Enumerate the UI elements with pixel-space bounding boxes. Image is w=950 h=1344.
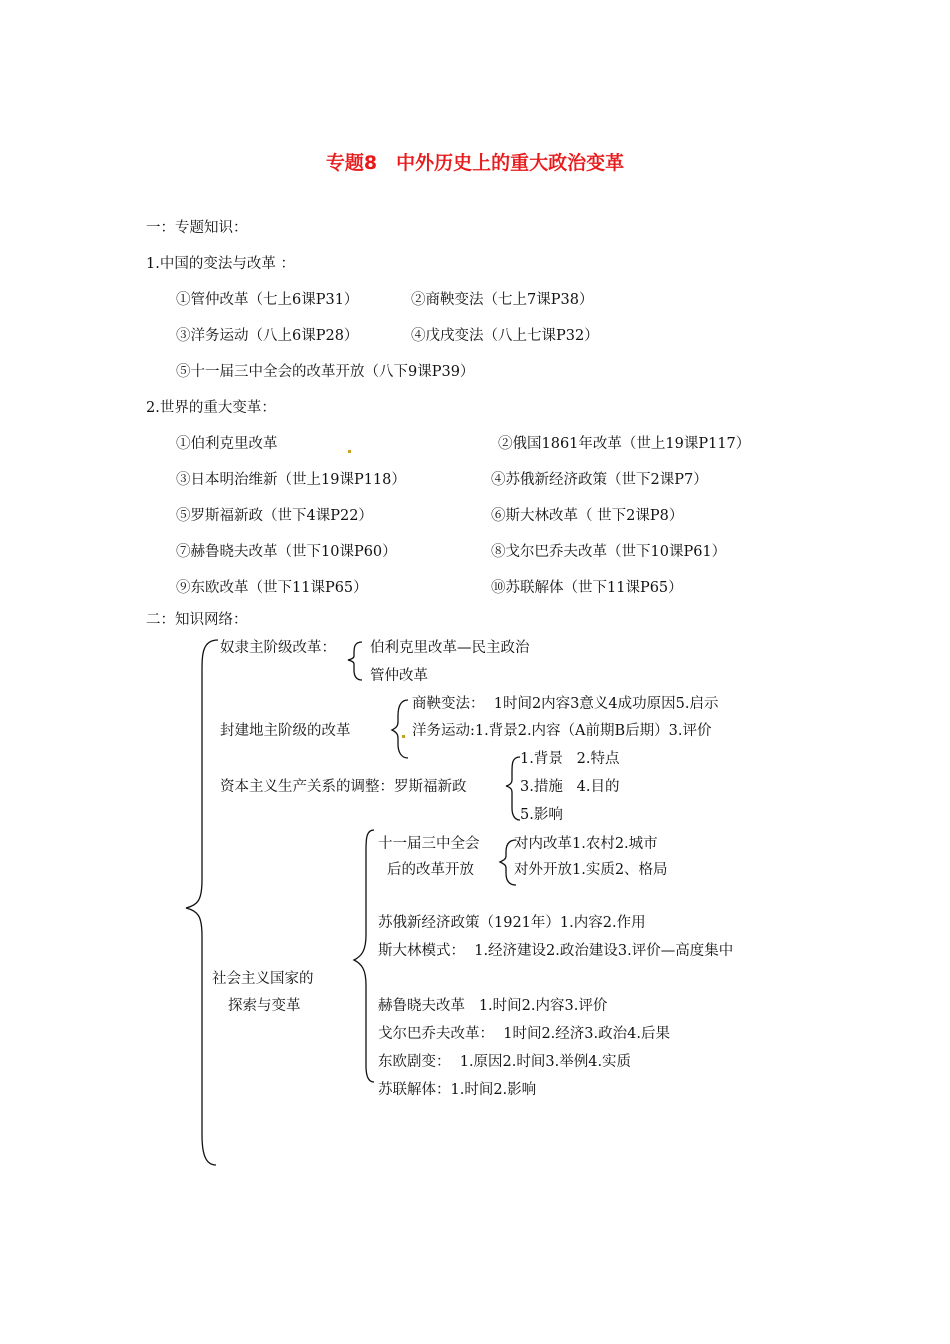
socialist-item-ussr-dissolution: 苏联解体：1.时间2.影响 bbox=[378, 1082, 537, 1098]
world-item-1: ①伯利克里改革 bbox=[176, 436, 278, 452]
world-item-5: ⑤罗斯福新政（世下4课P22） bbox=[176, 508, 373, 524]
socialist-item-eastern-europe: 东欧剧变： 1.原因2.时间3.举例4.实质 bbox=[378, 1054, 632, 1070]
world-item-8: ⑧戈尔巴乔夫改革（世下10课P61） bbox=[491, 544, 727, 560]
main-brace bbox=[186, 640, 218, 1165]
socialist-brace bbox=[354, 830, 374, 1082]
ink-dot bbox=[402, 735, 405, 738]
slave-item-1: 伯利克里改革—民主政治 bbox=[370, 640, 530, 656]
capitalist-label: 资本主义生产关系的调整：罗斯福新政 bbox=[220, 779, 467, 795]
socialist-item-gorbachev: 戈尔巴乔夫改革： 1时间2.经济3.政治4.后果 bbox=[378, 1026, 670, 1042]
page-title: 专题8 中外历史上的重大政治变革 bbox=[325, 152, 625, 174]
china-item-2: ②商鞅变法（七上7课P38） bbox=[411, 292, 594, 308]
feudal-brace bbox=[392, 700, 408, 758]
section2-heading: 二：知识网络： bbox=[146, 612, 248, 628]
world-item-9: ⑨东欧改革（世下11课P65） bbox=[176, 580, 368, 596]
world-item-2: ②俄国1861年改革（世上19课P117） bbox=[498, 436, 751, 452]
ink-dot bbox=[348, 450, 351, 453]
socialist-item-nep: 苏俄新经济政策（1921年）1.内容2.作用 bbox=[378, 915, 646, 931]
world-item-10: ⑩苏联解体（世下11课P65） bbox=[491, 580, 683, 596]
slave-item-2: 管仲改革 bbox=[370, 668, 428, 684]
socialist-label-2: 探索与变革 bbox=[228, 998, 301, 1014]
world-item-3: ③日本明治维新（世上19课P118） bbox=[176, 472, 406, 488]
capitalist-item-3: 5.影响 bbox=[520, 807, 563, 823]
feudal-item-1: 商鞅变法： 1时间2内容3意义4成功原因5.启示 bbox=[412, 696, 719, 712]
socialist-item-stalin: 斯大林模式： 1.经济建设2.政治建设3.评价—高度集中 bbox=[378, 943, 734, 959]
world-item-7: ⑦赫鲁晓夫改革（世下10课P60） bbox=[176, 544, 397, 560]
plenum-item-2: 对外开放1.实质2、格局 bbox=[514, 862, 668, 878]
plenum-label-2: 后的改革开放 bbox=[387, 862, 474, 878]
china-item-3: ③洋务运动（八上6课P28） bbox=[176, 328, 359, 344]
socialist-item-khrushchev: 赫鲁晓夫改革 1.时间2.内容3.评价 bbox=[378, 998, 608, 1014]
capitalist-brace bbox=[506, 757, 520, 820]
world-item-6: ⑥斯大林改革（ 世下2课P8） bbox=[491, 508, 684, 524]
world-heading: 2.世界的重大变革： bbox=[146, 400, 276, 416]
world-item-4: ④苏俄新经济政策（世下2课P7） bbox=[491, 472, 708, 488]
china-item-1: ①管仲改革（七上6课P31） bbox=[176, 292, 359, 308]
section1-heading: 一：专题知识： bbox=[146, 220, 248, 236]
socialist-label-1: 社会主义国家的 bbox=[212, 971, 314, 987]
capitalist-item-2: 3.措施 4.目的 bbox=[520, 779, 620, 795]
slave-brace bbox=[348, 642, 362, 680]
capitalist-item-1: 1.背景 2.特点 bbox=[520, 751, 620, 767]
china-item-4: ④戊戌变法（八上七课P32） bbox=[411, 328, 599, 344]
china-heading: 1.中国的变法与改革 ： bbox=[146, 256, 295, 272]
feudal-label: 封建地主阶级的改革 bbox=[220, 723, 351, 739]
china-item-5: ⑤十一届三中全会的改革开放（八下9课P39） bbox=[176, 364, 475, 380]
slave-label: 奴隶主阶级改革： bbox=[220, 640, 336, 656]
feudal-item-2: 洋务运动:1.背景2.内容（A前期B后期）3.评价 bbox=[412, 723, 712, 739]
plenum-item-1: 对内改革1.农村2.城市 bbox=[514, 836, 658, 852]
plenum-label-1: 十一届三中全会 bbox=[378, 836, 480, 852]
